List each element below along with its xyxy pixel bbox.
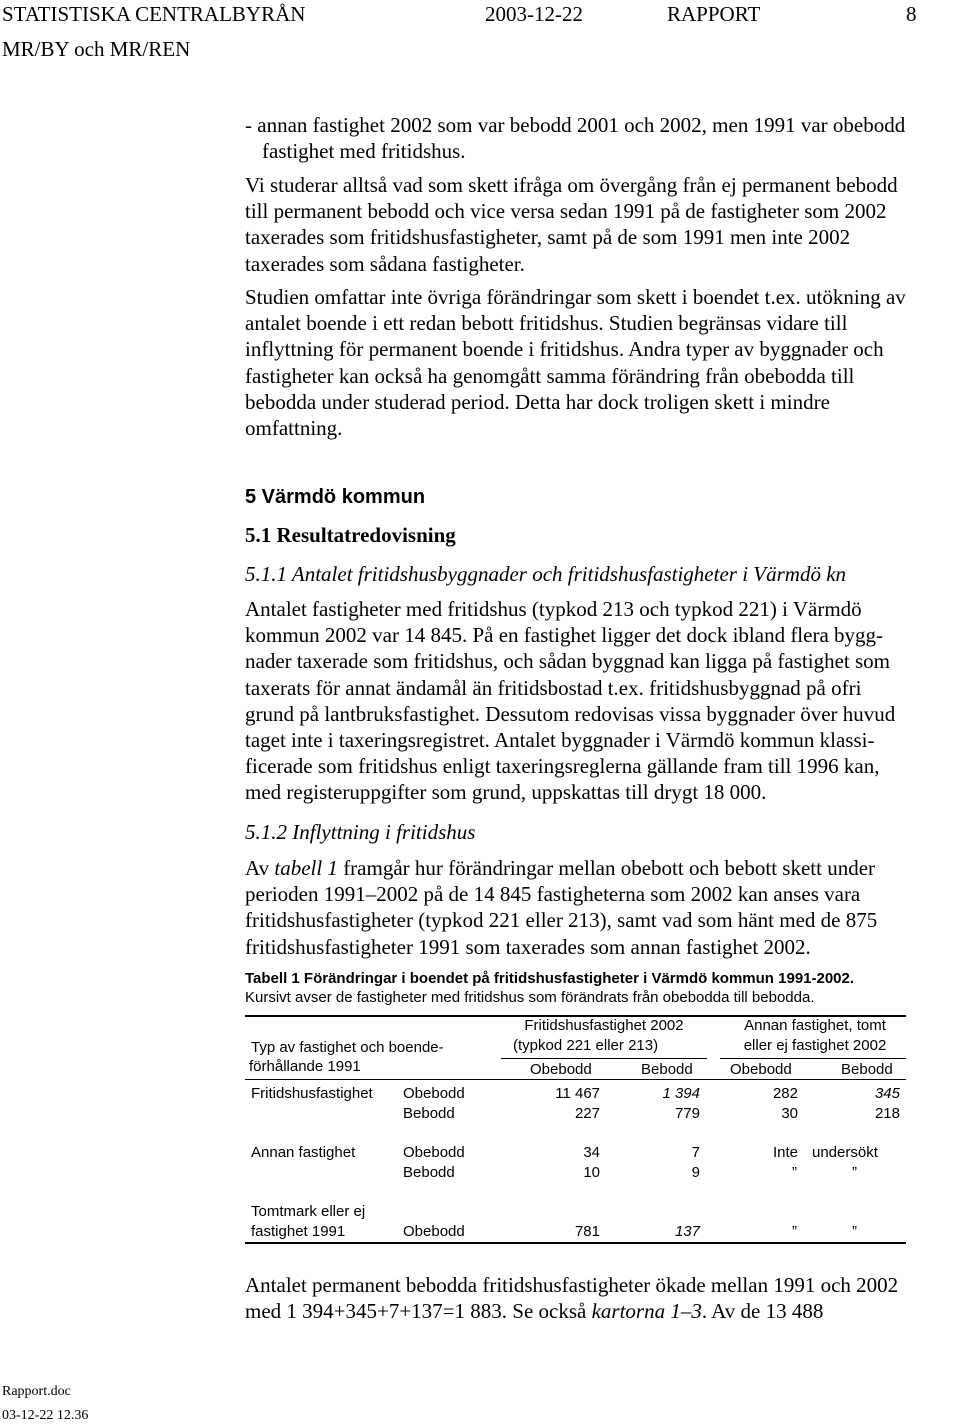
paragraph-text: Av	[245, 856, 275, 880]
row-type-cell: Tomtmark eller ej	[251, 1203, 366, 1220]
table-header-rule	[245, 1079, 906, 1080]
value-cell: Inte	[772, 1144, 798, 1161]
paragraph-line: perioden 1991–2002 på de 14 845 fastigheterna som 2002 kan anses vara	[245, 882, 861, 907]
paragraph-line: ficerade som fritidshus enligt taxeringsreglerna gällande fram till 1996 kan,	[245, 754, 880, 779]
paragraph-line: kommun 2002 var 14 845. På en fastighet ligger det dock ibland flera bygg-	[245, 623, 884, 648]
table-caption-note: Kursivt avser de fastigheter med fritidshus som förändrats från obebodda till bebodda.	[245, 989, 815, 1006]
paragraph-line: Studien omfattar inte övriga förändringar som skett i boendet t.ex. utökning av	[245, 285, 906, 309]
column-group-2-rule	[720, 1058, 906, 1059]
paragraph-line: med registeruppgifter som grund, uppskattas till drygt 18 000.	[245, 780, 767, 805]
subsubsection-heading-1: 5.1.1 Antalet fritidshusbyggnader och fritidshusfastigheter i Värmdö kn	[245, 562, 847, 586]
header-page-number: 8	[906, 2, 917, 26]
column-header: Bebodd	[641, 1061, 693, 1078]
paragraph-line: antalet boende i ett redan bebott fritidshus. Studien begränsas vidare till	[245, 311, 848, 336]
paragraph-line: taxerades som fritidshusfastigheter, samt på de som 1991 men inte 2002	[245, 225, 851, 250]
paragraph-line: taxerats för annat ändamål än fritidsbostad t.ex. fritidshusbyggnad på ofri	[245, 675, 862, 700]
footer-timestamp: 03-12-22 12.36	[2, 1408, 89, 1423]
paragraph-line: till permanent bebodd och vice versa sedan 1991 på de fastigheter som 2002	[245, 199, 887, 224]
caption-title-text: Tabell 1 Förändringar i boendet på fritidshusfastigheter i Värmdö kommun 1991-2002.	[245, 970, 855, 987]
paragraph-line: nader taxerade som fritidshus, och sådan byggnad kan ligga på fastighet som	[245, 649, 890, 674]
footer-filename: Rapport.doc	[2, 1384, 71, 1399]
value-cell: 137	[674, 1223, 700, 1240]
column-group-1-rule	[501, 1058, 707, 1059]
paragraph-line: fastigheter kan också ha genomgått samma förändring från obebodda till	[245, 363, 855, 388]
header-departments: MR/BY och MR/REN	[2, 37, 191, 61]
value-cell: 781	[574, 1223, 600, 1240]
paragraph-1	[245, 172, 935, 277]
value-cell: 30	[781, 1105, 798, 1122]
row-status-cell: Bebodd	[403, 1164, 455, 1181]
paragraph-line: bebodda under studerad period. Detta har dock troligen skett i mindre	[245, 389, 830, 414]
paragraph-2	[245, 284, 935, 441]
paragraph-text: . Av de 13 488	[701, 1299, 824, 1324]
value-cell: 282	[772, 1085, 798, 1102]
value-cell: 10	[583, 1164, 600, 1181]
paragraph-line: Antalet permanent bebodda fritidshusfastigheter ökade mellan 1991 och 2002	[245, 1273, 899, 1297]
paragraph-line	[245, 1298, 935, 1324]
column-group-2-header: Annan fastighet, tomt	[744, 1017, 886, 1034]
paragraph-line: omfattning.	[245, 416, 343, 441]
table-bottom-rule	[245, 1242, 906, 1244]
table-caption-title	[245, 970, 854, 987]
value-cell: 1 394	[662, 1085, 700, 1102]
column-header: Bebodd	[841, 1061, 893, 1078]
paragraph-line: fritidshusfastigheter (typkod 221 eller 213), samt vad som hänt med de 875	[245, 908, 878, 933]
subsection-heading: 5.1 Resultatredovisning	[245, 523, 456, 547]
paragraph-line: inflyttning för permanent boende i fritidshus. Andra typer av byggnader och	[245, 337, 884, 362]
row-type-cell: Fritidshusfastighet	[251, 1085, 373, 1102]
ditto-mark: ”	[792, 1164, 797, 1181]
column-group-1-header: (typkod 221 eller 213)	[513, 1037, 659, 1054]
value-cell: undersökt	[812, 1144, 878, 1161]
paragraph-line: Vi studerar alltså vad som skett ifråga om övergång från ej permanent bebodd	[245, 173, 898, 197]
value-cell: 779	[674, 1105, 700, 1122]
section-heading: 5 Värmdö kommun	[245, 486, 426, 508]
ditto-mark: ”	[792, 1223, 797, 1240]
paragraph-line: taxerades som sådana fastigheter.	[245, 251, 525, 276]
paragraph-4	[245, 855, 935, 960]
subsubsection-heading-2: 5.1.2 Inflyttning i fritidshus	[245, 820, 476, 844]
column-group-1-header: Fritidshusfastighet 2002	[524, 1017, 684, 1034]
value-cell: 11 467	[555, 1085, 600, 1102]
value-cell: 9	[691, 1164, 700, 1181]
paragraph-line: grund på lantbruksfastighet. Dessutom redovisas vissa byggnader över huvud	[245, 701, 896, 726]
paragraph-line: fritidshusfastigheter 1991 som taxerades som annan fastighet 2002.	[245, 934, 811, 959]
paragraph-3	[245, 596, 935, 806]
value-cell: 34	[583, 1144, 600, 1161]
paragraph-line	[245, 855, 935, 881]
bullet-item	[245, 112, 935, 164]
paragraph-5	[245, 1272, 935, 1324]
paragraph-line: Antalet fastigheter med fritidshus (typkod 213 och typkod 221) i Värmdö	[245, 597, 862, 621]
row-header-label: Typ av fastighet och boende-	[251, 1039, 444, 1056]
ditto-mark: ”	[852, 1223, 857, 1240]
row-status-cell: Bebodd	[403, 1105, 455, 1122]
row-status-cell: Obebodd	[403, 1085, 465, 1102]
bullet-line-2: fastighet med fritidshus.	[262, 139, 466, 164]
ditto-mark: ”	[852, 1164, 857, 1181]
row-status-cell: Obebodd	[403, 1144, 465, 1161]
header-org: STATISTISKA CENTRALBYRÅN	[2, 2, 306, 26]
table-reference-link: tabell 1	[274, 856, 338, 880]
row-status-cell: Obebodd	[403, 1223, 465, 1240]
value-cell: 227	[574, 1105, 600, 1122]
header-doc-type: RAPPORT	[667, 2, 761, 26]
bullet-line-1: - annan fastighet 2002 som var bebodd 2001 och 2002, men 1991 var obebodd	[245, 113, 906, 137]
paragraph-line: taget inte i taxeringsregistret. Antalet byggnader i Värmdö kommun klassi-	[245, 728, 875, 753]
column-header: Obebodd	[730, 1061, 792, 1078]
paragraph-text: med 1 394+345+7+137=1 883. Se också	[245, 1299, 592, 1324]
column-header: Obebodd	[530, 1061, 592, 1078]
value-cell: 345	[874, 1085, 900, 1102]
row-type-cell: fastighet 1991	[251, 1223, 346, 1240]
paragraph-text: framgår hur förändringar mellan obebott och bebott skett under	[337, 856, 876, 880]
row-header-label: förhållande 1991	[249, 1058, 361, 1075]
column-group-2-header: eller ej fastighet 2002	[743, 1037, 887, 1054]
value-cell: 218	[874, 1105, 900, 1122]
value-cell: 7	[691, 1144, 700, 1161]
row-type-cell: Annan fastighet	[251, 1144, 356, 1161]
header-date: 2003-12-22	[485, 2, 583, 26]
map-reference-link: kartorna 1–3	[591, 1299, 702, 1324]
